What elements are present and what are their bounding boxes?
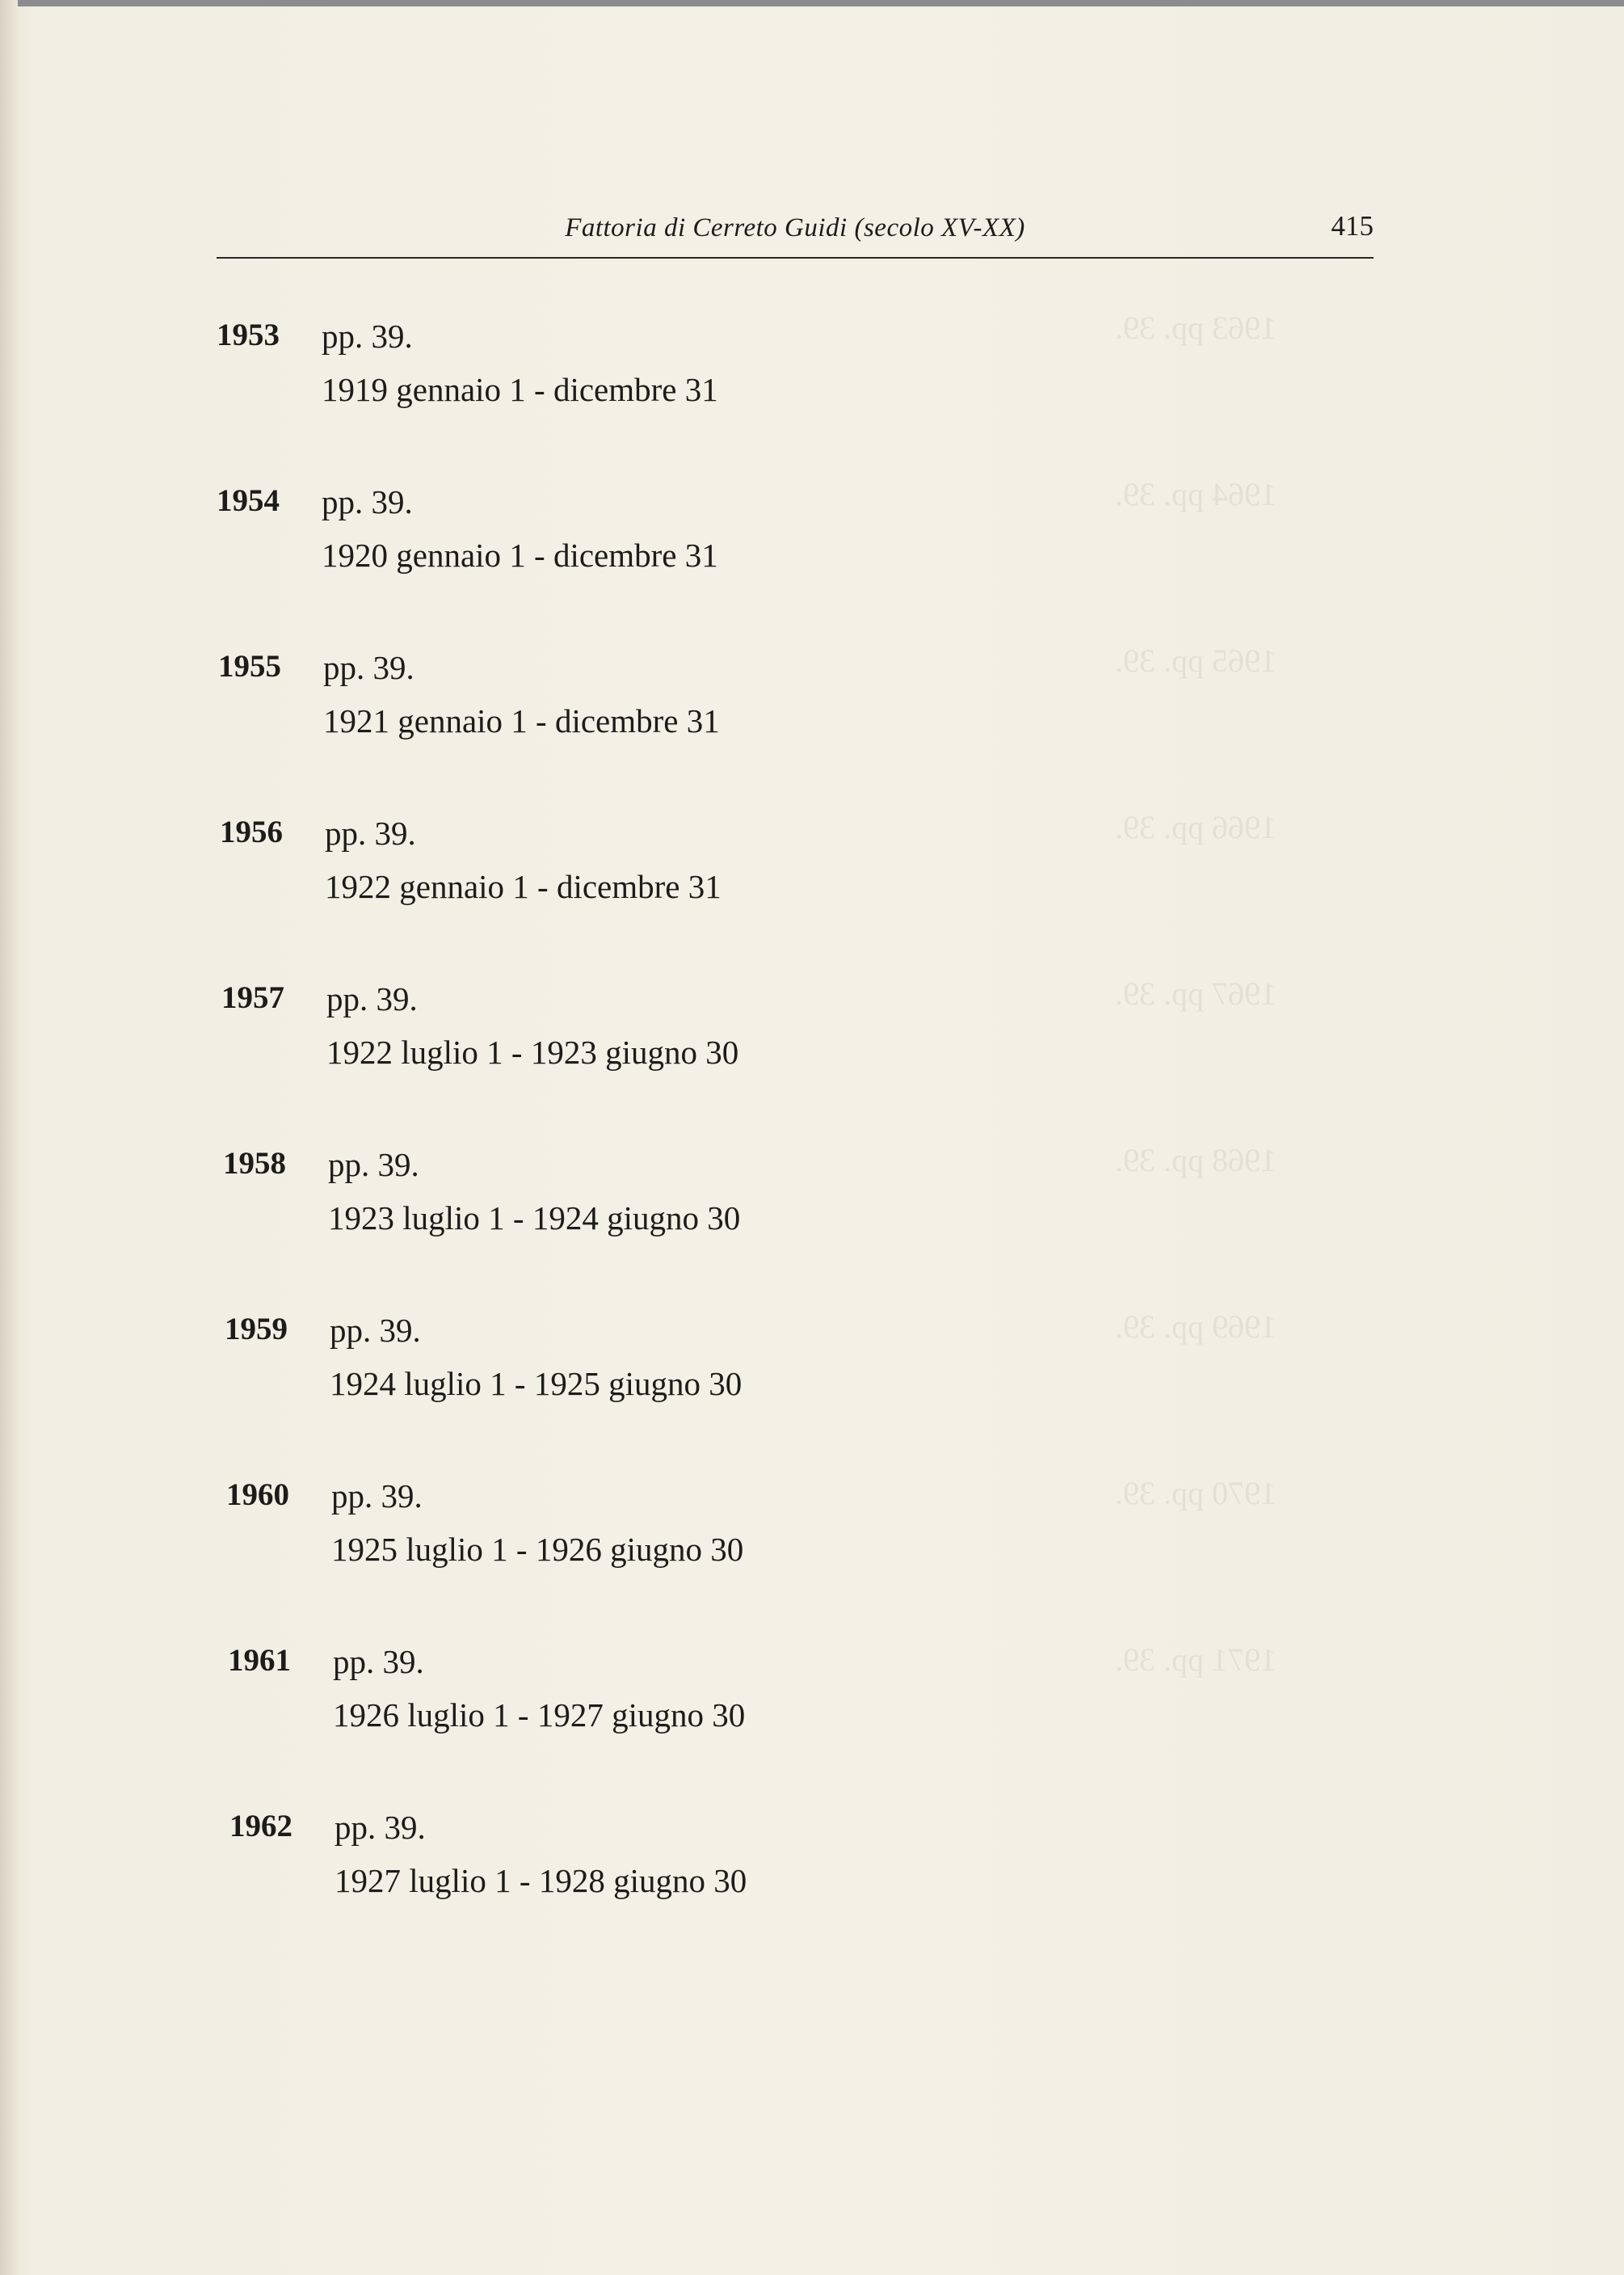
inventory-entry: [229, 1808, 1199, 1921]
entry-pages: pp. 39.: [322, 318, 413, 355]
entry-number: 1954: [217, 483, 280, 518]
entry-pages: pp. 39.: [334, 1809, 426, 1846]
entry-number: 1961: [228, 1643, 291, 1678]
entry-pages: pp. 39.: [331, 1477, 423, 1515]
inventory-entry: [217, 482, 1186, 596]
entry-dates: 1920 gennaio 1 - dicembre 31: [322, 537, 718, 574]
inventory-entry: [228, 1642, 1197, 1755]
entry-pages: pp. 39.: [326, 980, 418, 1017]
entry-dates: 1921 gennaio 1 - dicembre 31: [323, 702, 720, 739]
running-title: Fattoria di Cerreto Guidi (secolo XV-XX): [565, 213, 1025, 242]
entry-dates: 1927 luglio 1 - 1928 giugno 30: [334, 1862, 747, 1899]
entry-number: 1958: [223, 1146, 286, 1181]
entry-number: 1959: [225, 1312, 288, 1346]
entry-number: 1957: [221, 980, 284, 1015]
inventory-entry: [220, 814, 1189, 927]
entry-pages: pp. 39.: [330, 1312, 421, 1349]
entry-pages: pp. 39.: [322, 483, 413, 520]
entry-number: 1955: [218, 649, 281, 684]
inventory-entry: [217, 317, 1186, 430]
show-through-bleed: 1963 pp. 39. 1964 pp. 39. 1965 pp. 39. 1966 pp. 39. 1967 pp. 39. 1968 pp. 39. 1969 pp. 39. 1970 pp. 39. 1971 pp. 39.: [1115, 310, 1277, 1678]
entry-dates: 1919 gennaio 1 - dicembre 31: [322, 371, 718, 408]
entry-dates: 1923 luglio 1 - 1924 giugno 30: [328, 1199, 741, 1237]
entry-dates: 1922 gennaio 1 - dicembre 31: [325, 868, 722, 905]
page-number: 415: [1331, 210, 1374, 242]
inventory-entry: [225, 1311, 1194, 1424]
entry-pages: pp. 39.: [333, 1643, 424, 1680]
entry-number: 1953: [217, 318, 280, 352]
entry-pages: pp. 39.: [323, 649, 414, 686]
inventory-entry: [218, 648, 1188, 761]
entry-number: 1960: [226, 1477, 289, 1512]
entry-pages: pp. 39.: [325, 815, 416, 852]
inventory-entry: [223, 1145, 1193, 1258]
entry-dates: 1922 luglio 1 - 1923 giugno 30: [326, 1034, 739, 1071]
entry-dates: 1924 luglio 1 - 1925 giugno 30: [330, 1365, 743, 1402]
inventory-entry: [221, 980, 1191, 1093]
entry-number: 1962: [229, 1809, 292, 1843]
entry-dates: 1926 luglio 1 - 1927 giugno 30: [333, 1696, 746, 1734]
entry-number: 1956: [220, 815, 283, 849]
entry-dates: 1925 luglio 1 - 1926 giugno 30: [331, 1531, 744, 1568]
entry-pages: pp. 39.: [328, 1146, 419, 1183]
inventory-entry: [226, 1477, 1196, 1590]
